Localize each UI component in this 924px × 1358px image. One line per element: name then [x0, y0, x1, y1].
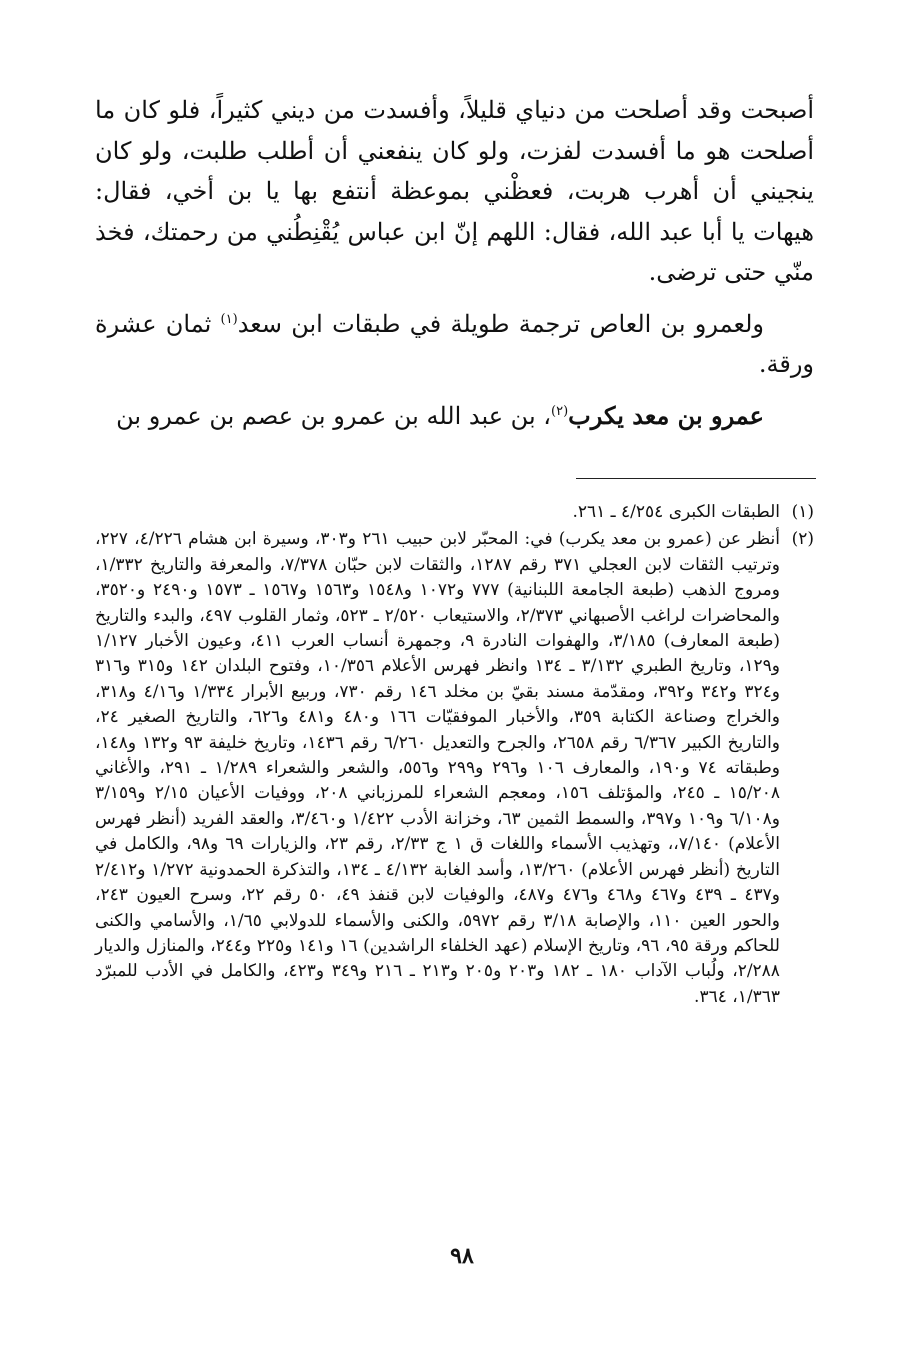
entry-heading-name: عمرو بن معد يكرب — [568, 400, 764, 430]
main-paragraph-2 — [95, 304, 814, 385]
page-number: ٩٨ — [450, 1243, 474, 1269]
footnote-text: أنظر عن (عمرو بن معد يكرب) في: المحبّر لابن حبيب ٢٦١ و٣٠٣، وسيرة ابن هشام ٤/٢٢٦، ٢٢٧، وترتيب الثقات لابن العجلي ٣٧١ رقم ١٢٨٧، والثقات لابن حبّان ٧/٣٧٨، والمعرفة والتاريخ ١/٣٣٢، ومروج الذهب (طبعة الجامعة اللبنانية) ٧٧٧ و١٠٧٢ و١٥٤٨ و١٥٦٣ و١٥٦٧ ـ ١٥٧٣ و٢٤٩٠ و٣٥٢٠، والمحاضرات لراغب الأصبهاني ٢/٣٧٣، والاستيعاب ٢/٥٢٠ ـ ٥٢٣، وثمار القلوب ٤٩٧، والبدء والتاريخ (طبعة المعارف) ٣/١٨٥، والهفوات النادرة ٩، وجمهرة أنساب العرب ٤١١، وعيون الأخبار ١/١٢٧ و١٢٩، وتاريخ الطبري ٣/١٣٢ ـ ١٣٤ وانظر فهرس الأعلام ١٠/٣٥٦، وفتوح البلدان ١٤٢ و٣١٥ و٣١٦ و٣٢٤ و٣٤٢ و٣٩٢، ومقدّمة مسند بقيّ بن مخلد ١٤٦ رقم ٧٣٠، وربيع الأبرار ١/٣٣٤ و٤/١٦ و٣١٨، والخراج وصناعة الكتابة ٣٥٩، والأخبار الموفقيّات ١٦٦ و٤٨٠ و٤٨١ و٦٢٦، والتاريخ الصغير ٢٤، والتاريخ الكبير ٦/٣٦٧ رقم ٢٦٥٨، والجرح والتعديل ٦/٢٦٠ رقم ١٤٣٦، وتاريخ خليفة ٩٣ و١٣٢ و١٤٨، وطبقاته ٧٤ و١٩٠، والمعارف ١٠٦ و٢٩٦ و٢٩٩ و٥٥٦، والشعر والشعراء ١/٢٨٩ ـ ٢٩١، والأغاني ١٥/٢٠٨ ـ ٢٤٥، والمؤتلف ١٥٦، ومعجم الشعراء للمرزباني ٢٠٨، ووفيات الأعيان ٢/١٥ و٣/١٥٩ و٦/١٠٨ و١٠٩ و٣٩٧، والسمط الثمين ٦٣، وخزانة الأدب ١/٤٢٢ و٣/٤٦٠، والعقد الفريد (أنظر فهرس الأعلام) ٧/١٤٠،، وتهذيب الأسماء واللغات ق ١ ج ٢/٣٣، رقم ٢٣، والزيارات ٦٩ و٩٨، والكامل في التاريخ (أنظر فهرس الأعلام) ١٣/٢٦٠، وأسد الغابة ٤/١٣٢ ـ ١٣٤، والتذكرة الحمدونية ١/٢٧٢ و٢/٤١٢ و٤٣٧ ـ ٤٣٩ و٤٦٧ و٤٦٨ و٤٧٦ و٤٨٧، والوفيات لابن قنفذ ٤٩، ٥٠ رقم ٢٢، وسرح العيون ٢٤٣، والحور العين ١١٠، والإصابة ٣/١٨ رقم ٥٩٧٢، والكنى والأسماء للدولابي ١/٦٥، والأسامي والكنى للحاكم ورقة ٩٥، ٩٦، وتاريخ الإسلام (عهد الخلفاء الراشدين) ١٦ و١٤١ و٢٢٥ و٢٤٤، والمنازل والديار ٢/٢٨٨، ولُباب الآداب ١٨٠ ـ ١٨٢ و٢٠٣ و٢٠٥ و٢١٣ ـ ٢١٦ و٣٤٩ و٤٢٣، والكامل في الأدب للمبرّد ١/٣٦٣، ٣٦٤. — [95, 529, 781, 1007]
footnote-1 — [95, 500, 814, 525]
footnotes — [95, 500, 814, 1010]
main-paragraph-1: أصبحت وقد أصلحت من دنياي قليلاً، وأفسدت من ديني كثيراً، فلو كان ما أصلحت هو ما أفسدت لفزت، ولو كان ينفعني أن أطلب طلبت، ولو كان ينجيني أن أهرب هربت، فعظْني بموعظة أنتفع بها يا بن أخي، فقال: هيهات يا أبا عبد الله، فقال: اللهم إنّ ابن عباس يُقْنِطُني من رحمتك، فخذ منّي حتى ترضى. — [95, 96, 814, 286]
footnote-number: (٢) — [791, 529, 814, 550]
main-paragraph-3 — [95, 396, 814, 437]
footnote-text: الطبقات الكبرى ٤/٢٥٤ ـ ٢٦١. — [572, 502, 780, 522]
footnote-2 — [95, 527, 814, 1010]
main-text — [95, 90, 814, 436]
footnote-reference-2: (٢) — [551, 403, 569, 419]
main-paragraph-2-ending: ثمان عشرة ورقة. — [95, 309, 814, 378]
main-paragraph-3-text: ، بن عبد الله بن عمرو بن عصم بن عمرو بن — [116, 401, 552, 430]
footnote-number: (١) — [791, 502, 814, 522]
main-paragraph-2-text: ولعمرو بن العاص ترجمة طويلة في طبقات ابن سعد — [237, 309, 764, 338]
footnote-separator — [576, 478, 816, 479]
footnote-reference-1: (١) — [220, 311, 238, 327]
